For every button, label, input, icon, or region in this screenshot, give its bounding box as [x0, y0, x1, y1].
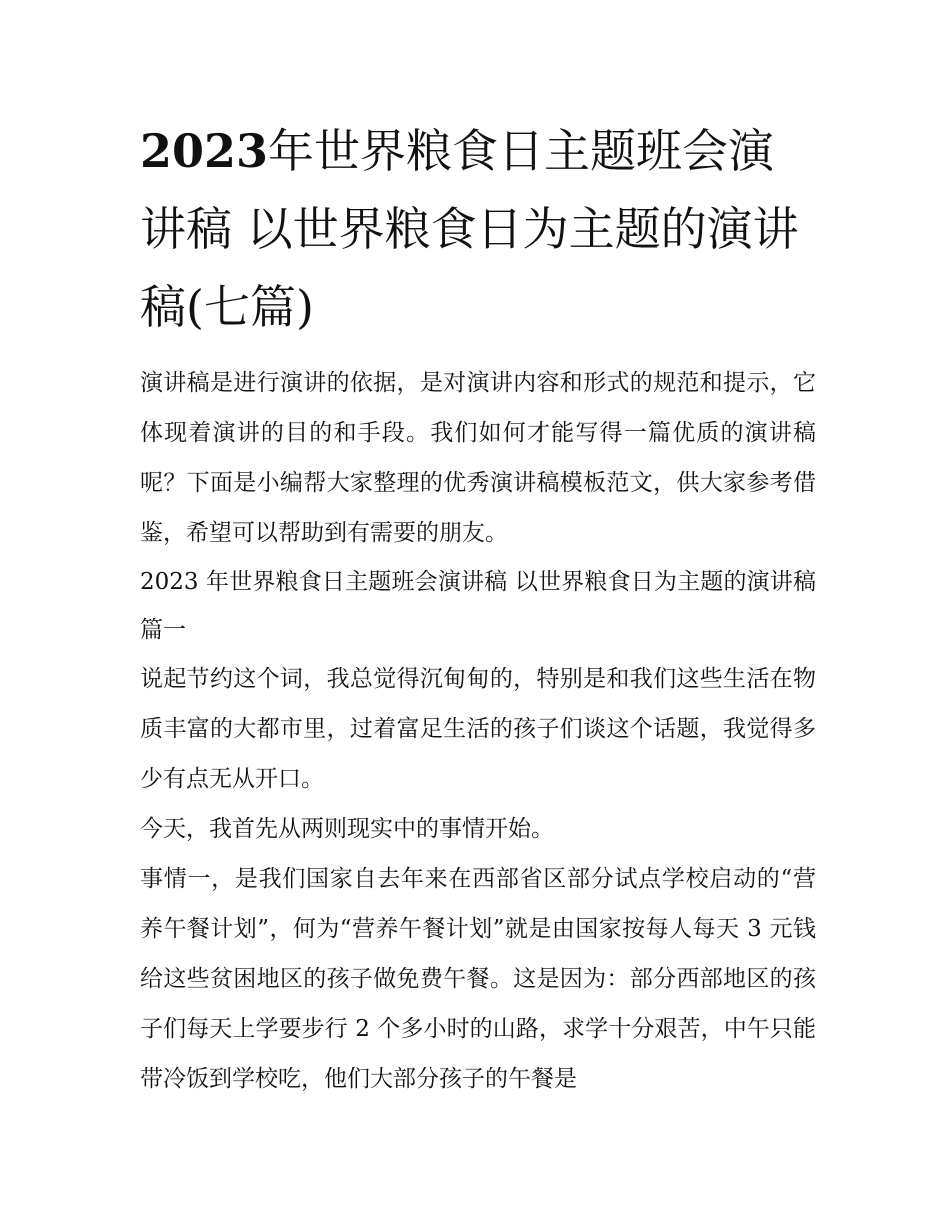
intro-paragraph: 演讲稿是进行演讲的依据，是对演讲内容和形式的规范和提示，它体现着演讲的目的和手段。我们如何才能写得一篇优质的演讲稿呢？下面是小编帮大家整理的优秀演讲稿模板范文，供大家参考借鉴，希望可以帮助到有需要的朋友。 — [140, 370, 816, 546]
document-body — [140, 358, 816, 1104]
section-heading: 2023 年世界粮食日主题班会演讲稿 以世界粮食日为主题的演讲稿篇一 — [140, 569, 816, 643]
body-paragraph: 事情一，是我们国家自去年来在西部省区部分试点学校启动的“营养午餐计划”，何为“营养午餐计划”就是由国家按每人每天 3 元钱给这些贫困地区的孩子做免费午餐。这是因为：部分西部地区的孩子们每天上学要步行 2 个多小时的山路，求学十分艰苦，中午只能带冷饭到学校吃，他们大部分孩子的午餐是 — [140, 866, 816, 1092]
document-title — [140, 112, 816, 346]
body-paragraph: 今天，我首先从两则现实中的事情开始。 — [140, 816, 554, 842]
body-paragraph: 说起节约这个词，我总觉得沉甸甸的，特别是和我们这些生活在物质丰富的大都市里，过着富足生活的孩子们谈这个话题，我觉得多少有点无从开口。 — [140, 666, 816, 792]
title-year: 2023 — [140, 124, 269, 178]
title-text: 年世界粮食日主题班会演讲稿 以世界粮食日为主题的演讲稿(七篇) — [140, 124, 799, 334]
document-page — [140, 112, 816, 1104]
